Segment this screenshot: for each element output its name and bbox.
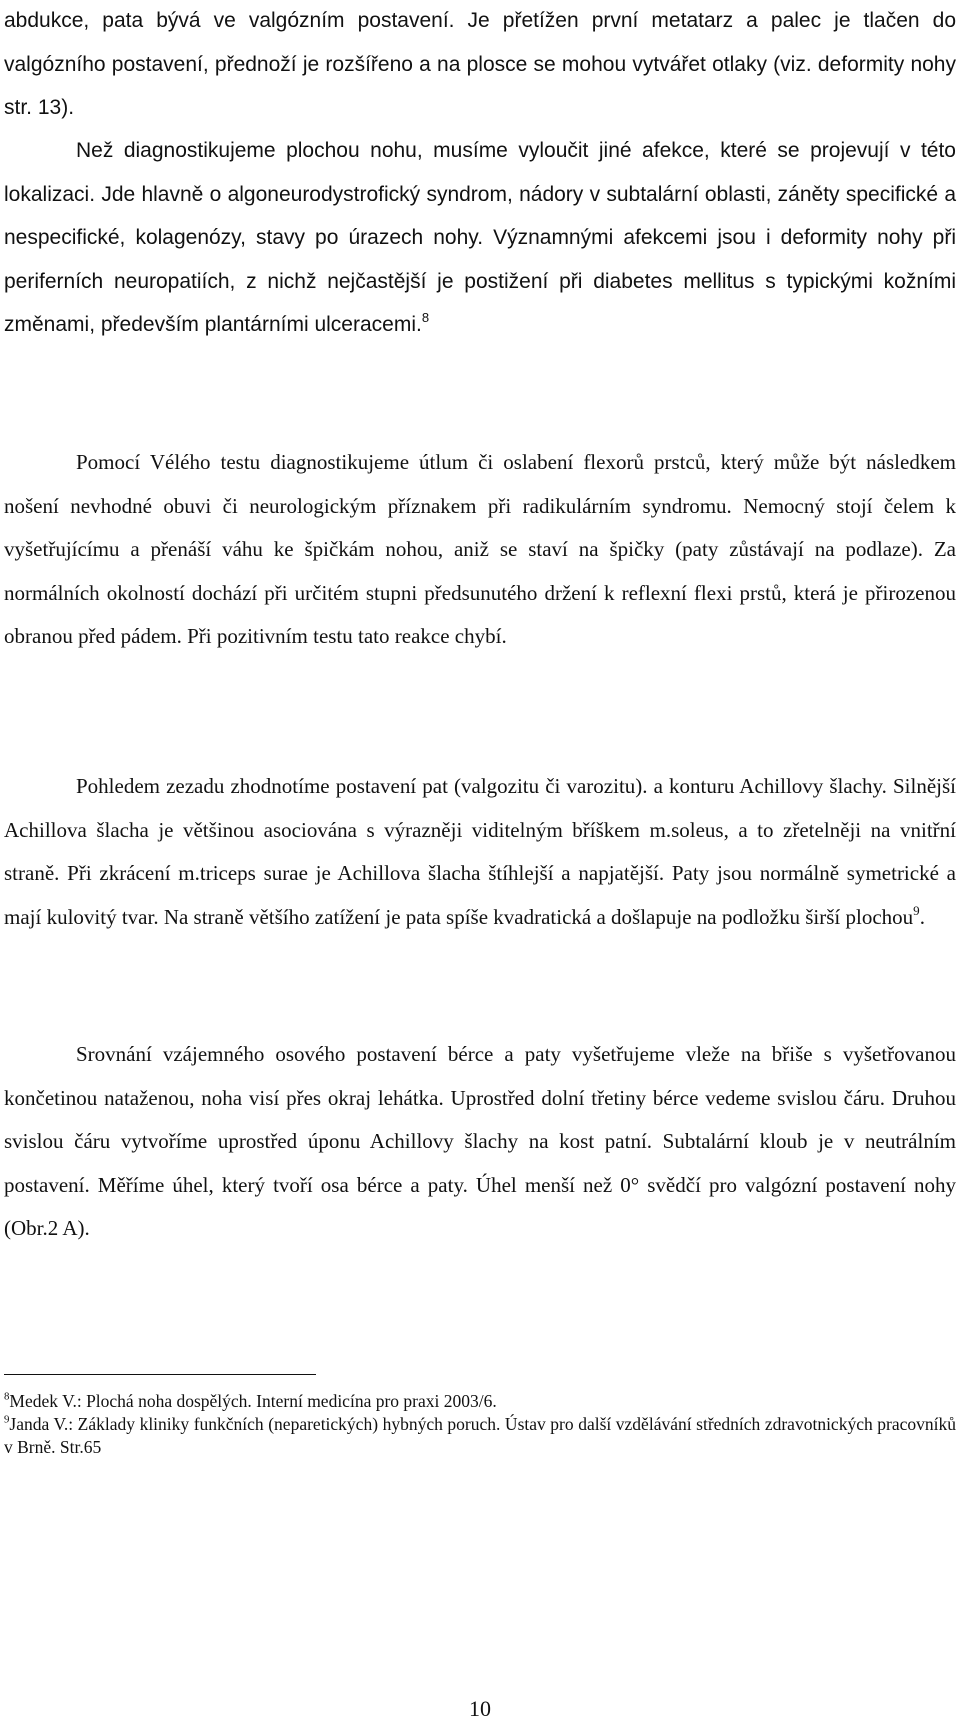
footnote-mark: 8 [4,1390,10,1403]
paragraph-text: Než diagnostikujeme plochou nohu, musíme vyloučit jiné afekce, které se projevují v této lokalizaci. Jde hlavně o algoneurodystrofický syndrom, nádory v subtalární oblasti, záněty specifické a nespecifické, kolagenózy, stavy po úrazech nohy. Významnými afekcemi jsou i deformity nohy při periferních neuropatiích, z nichž nejčastější je postižení při diabetes mellitus s typickými kožními změnami, především plantárními ulceracemi. [4,139,956,336]
paragraph-text-end: . [919,904,925,929]
footnote-9 [4,1413,956,1459]
footnote-ref-8[interactable]: 8 [421,309,430,325]
footnote-8 [4,1390,956,1413]
footnote-text: Janda V.: Základy kliniky funkčních (neparetických) hybných poruch. Ústav pro další vzdělávání středních zdravotnických pracovníků v Brně. Str.65 [4,1414,956,1457]
paragraph-flatfoot-continuation [4,0,956,130]
paragraph-text: Pohledem zezadu zhodnotíme postavení pat (valgozitu či varozitu). a konturu Achillovy šlachy. Silnější Achillova šlacha je většinou asociována s výrazněji viditelným bříškem m.soleus, a to zřetelněji na vnitřní straně. Při zkrácení m.triceps surae je Achillova šlacha štíhlejší a napjatější. Paty jsou normálně symetrické a mají kulovitý tvar. Na straně většího zatížení je pata spíše kvadratická a došlapuje na podložku širší plochou [4,774,956,929]
footnote-text: Medek V.: Plochá noha dospělých. Interní medicína pro praxi 2003/6. [9,1391,497,1411]
paragraph-text: Srovnání vzájemného osového postavení bérce a paty vyšetřujeme vleže na břiše s vyšetřovanou končetinou nataženou, noha visí přes okraj lehátka. Uprostřed dolní třetiny bérce vedeme svislou čáru. Druhou svislou čáru vytvoříme uprostřed úponu Achillovy šlachy na kost patní. Subtalární kloub je v neutrálním postavení. Měříme úhel, který tvoří osa bérce a paty. Úhel menší než 0° svědčí pro valgózní postavení nohy (Obr.2 A). [4,1042,956,1240]
paragraph-vele-test [4,441,956,659]
page-number: 10 [469,1696,491,1721]
footnote-ref-9[interactable]: 9 [913,902,920,918]
paragraph-differential-diagnosis [4,129,956,347]
paragraph-text: abdukce, pata bývá ve valgózním postavení. Je přetížen první metatarz a palec je tlačen do valgózního postavení, přednoží je rozšířeno a na plosce se mohou vytvářet otlaky (viz. deformity nohy str. 13). [4,9,956,119]
footnote-separator [4,1374,316,1375]
footnote-mark: 9 [4,1413,10,1426]
paragraph-heel-assessment [4,765,956,939]
paragraph-axis-measurement [4,1033,956,1251]
paragraph-text: Pomocí Vélého testu diagnostikujeme útlum či oslabení flexorů prstců, který může být následkem nošení nevhodné obuvi či neurologickým příznakem při radikulárním syndromu. Nemocný stojí čelem k vyšetřujícímu a přenáší váhu ke špičkám nohou, aniž se staví na špičky (paty zůstávají na podlaze). Za normálních okolností dochází při určitém stupni předsunutého držení k reflexní flexi prstů, která je přirozenou obranou před pádem. Při pozitivním testu tato reakce chybí. [4,450,956,648]
